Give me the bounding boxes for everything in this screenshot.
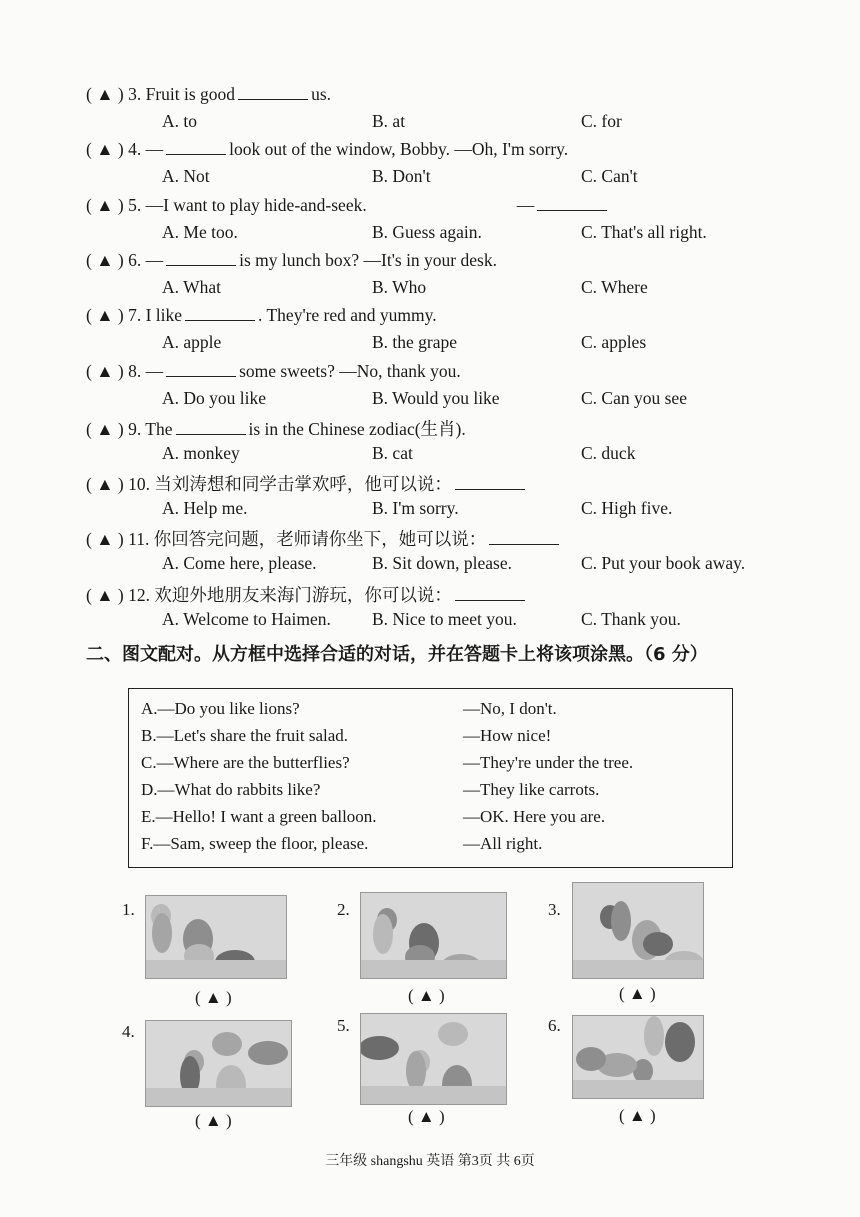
- answer-blank: [166, 140, 226, 155]
- question-stem: ( ▲ ) 11. 你回答完问题，老师请你坐下，她可以说：: [86, 529, 487, 550]
- answer-blank: [455, 586, 525, 601]
- question-stem-tail: . They're red and yummy.: [258, 305, 437, 326]
- option-b: B. Sit down, please.: [372, 553, 512, 574]
- option-a: A. Come here, please.: [162, 553, 317, 574]
- picture-answer-slot: ( ▲ ): [195, 1111, 232, 1130]
- option-a: A. What: [162, 276, 221, 297]
- dialog-box: [128, 688, 733, 868]
- option-c: C. Thank you.: [581, 608, 681, 629]
- picture-number: 5.: [337, 1016, 350, 1035]
- question-6: [86, 250, 497, 271]
- question-7: [86, 305, 437, 326]
- answer-blank: [166, 251, 236, 266]
- picture-answer-slot: ( ▲ ): [408, 986, 445, 1005]
- illustration-graphic: [361, 1014, 506, 1104]
- question-9: [86, 416, 466, 441]
- answer-blank: [238, 85, 308, 100]
- question-stem-tail: look out of the window, Bobby. —Oh, I'm sorry.: [229, 139, 569, 160]
- question-stem: ( ▲ ) 3. Fruit is good: [86, 84, 236, 104]
- option-c: C. duck: [581, 442, 636, 463]
- option-b: B. Nice to meet you.: [372, 608, 517, 629]
- question-11: [86, 526, 562, 551]
- option-b: B. Who: [372, 276, 427, 297]
- option-c: C. apples: [581, 332, 647, 353]
- question-stem: ( ▲ ) 10. 当刘涛想和同学击掌欢呼，他可以说：: [86, 474, 452, 495]
- option-a: A. apple: [162, 332, 222, 353]
- picture-1: [145, 895, 287, 979]
- dialog-question: A.—Do you like lions?: [141, 699, 300, 718]
- question-4: [86, 139, 568, 160]
- question-8: [86, 361, 461, 382]
- illustration-graphic: [146, 1021, 291, 1106]
- question-3: [86, 84, 331, 105]
- option-c: C. Can't: [581, 166, 638, 187]
- option-c: C. for: [581, 111, 622, 131]
- dialog-question: C.—Where are the butterflies?: [141, 753, 350, 772]
- answer-blank: [185, 306, 255, 321]
- picture-number: 1.: [122, 900, 135, 919]
- question-10: [86, 471, 528, 496]
- picture-3: [572, 882, 704, 979]
- illustration-graphic: [361, 893, 506, 978]
- reply-dash: —: [516, 194, 535, 215]
- answer-blank: [489, 530, 559, 545]
- dialog-reply: —All right.: [463, 834, 543, 853]
- question-stem: ( ▲ ) 9. The: [86, 418, 173, 439]
- option-b: B. Would you like: [372, 387, 500, 408]
- option-b: B. cat: [372, 442, 413, 463]
- illustration-graphic: [573, 883, 703, 978]
- option-b: B. Don't: [372, 166, 431, 187]
- option-a: A. Welcome to Haimen.: [162, 608, 331, 629]
- illustration-graphic: [573, 1016, 703, 1098]
- option-b: B. the grape: [372, 332, 458, 353]
- option-b: B. I'm sorry.: [372, 498, 459, 519]
- option-b: B. Guess again.: [372, 221, 482, 242]
- picture-number: 4.: [122, 1022, 135, 1041]
- page-footer: 三年级 shangshu 英语 第3页 共 6页: [325, 1154, 535, 1169]
- picture-number: 6.: [548, 1016, 561, 1035]
- picture-answer-slot: ( ▲ ): [619, 984, 656, 1003]
- picture-number: 2.: [337, 900, 350, 919]
- question-stem: ( ▲ ) 7. I like: [86, 305, 183, 326]
- section-2-title: 二、图文配对。从方框中选择合适的对话，并在答题卡上将该项涂黑。（6 分）: [86, 644, 708, 665]
- option-a: A. to: [162, 111, 197, 131]
- picture-answer-slot: ( ▲ ): [619, 1106, 656, 1125]
- option-c: C. Where: [581, 276, 648, 297]
- picture-answer-slot: ( ▲ ): [408, 1107, 445, 1126]
- picture-number: 3.: [548, 900, 561, 919]
- question-12: [86, 582, 528, 607]
- option-a: A. monkey: [162, 442, 240, 463]
- option-c: C. Can you see: [581, 387, 687, 408]
- option-a: A. Me too.: [162, 221, 238, 242]
- picture-5: [360, 1013, 507, 1105]
- dialog-reply: —How nice!: [463, 726, 552, 745]
- question-stem: ( ▲ ) 8. —: [86, 360, 164, 381]
- picture-6: [572, 1015, 704, 1099]
- option-c: C. That's all right.: [581, 221, 707, 242]
- question-5: [86, 195, 610, 216]
- question-stem: ( ▲ ) 6. —: [86, 249, 164, 270]
- dialog-reply: —They're under the tree.: [463, 753, 634, 772]
- question-stem: ( ▲ ) 12. 欢迎外地朋友来海门游玩，你可以说：: [86, 584, 452, 605]
- dialog-question: B.—Let's share the fruit salad.: [141, 726, 349, 745]
- option-a: A. Do you like: [162, 387, 267, 408]
- answer-blank: [537, 196, 607, 211]
- question-stem-tail: some sweets? —No, thank you.: [239, 360, 461, 381]
- question-stem: ( ▲ ) 5. —I want to play hide-and-seek.: [86, 194, 367, 215]
- dialog-reply: —OK. Here you are.: [463, 807, 606, 826]
- question-stem: ( ▲ ) 4. —: [86, 139, 164, 160]
- picture-2: [360, 892, 507, 979]
- dialog-question: F.—Sam, sweep the floor, please.: [141, 834, 369, 853]
- question-stem-tail: is in the Chinese zodiac(生肖).: [248, 418, 466, 439]
- option-c: C. High five.: [581, 498, 673, 519]
- picture-answer-slot: ( ▲ ): [195, 988, 232, 1007]
- dialog-question: D.—What do rabbits like?: [141, 780, 321, 799]
- question-stem-tail: is my lunch box? —It's in your desk.: [239, 249, 497, 270]
- illustration-graphic: [146, 896, 286, 978]
- picture-4: [145, 1020, 292, 1107]
- option-a: A. Help me.: [162, 498, 248, 519]
- question-stem-tail: us.: [311, 84, 331, 104]
- dialog-question: E.—Hello! I want a green balloon.: [141, 807, 377, 826]
- option-a: A. Not: [162, 166, 210, 187]
- dialog-reply: —No, I don't.: [463, 699, 557, 718]
- dialog-reply: —They like carrots.: [463, 780, 600, 799]
- answer-blank: [455, 475, 525, 490]
- option-b: B. at: [372, 111, 406, 131]
- answer-blank: [166, 362, 236, 377]
- answer-blank: [176, 420, 246, 435]
- option-c: C. Put your book away.: [581, 553, 746, 574]
